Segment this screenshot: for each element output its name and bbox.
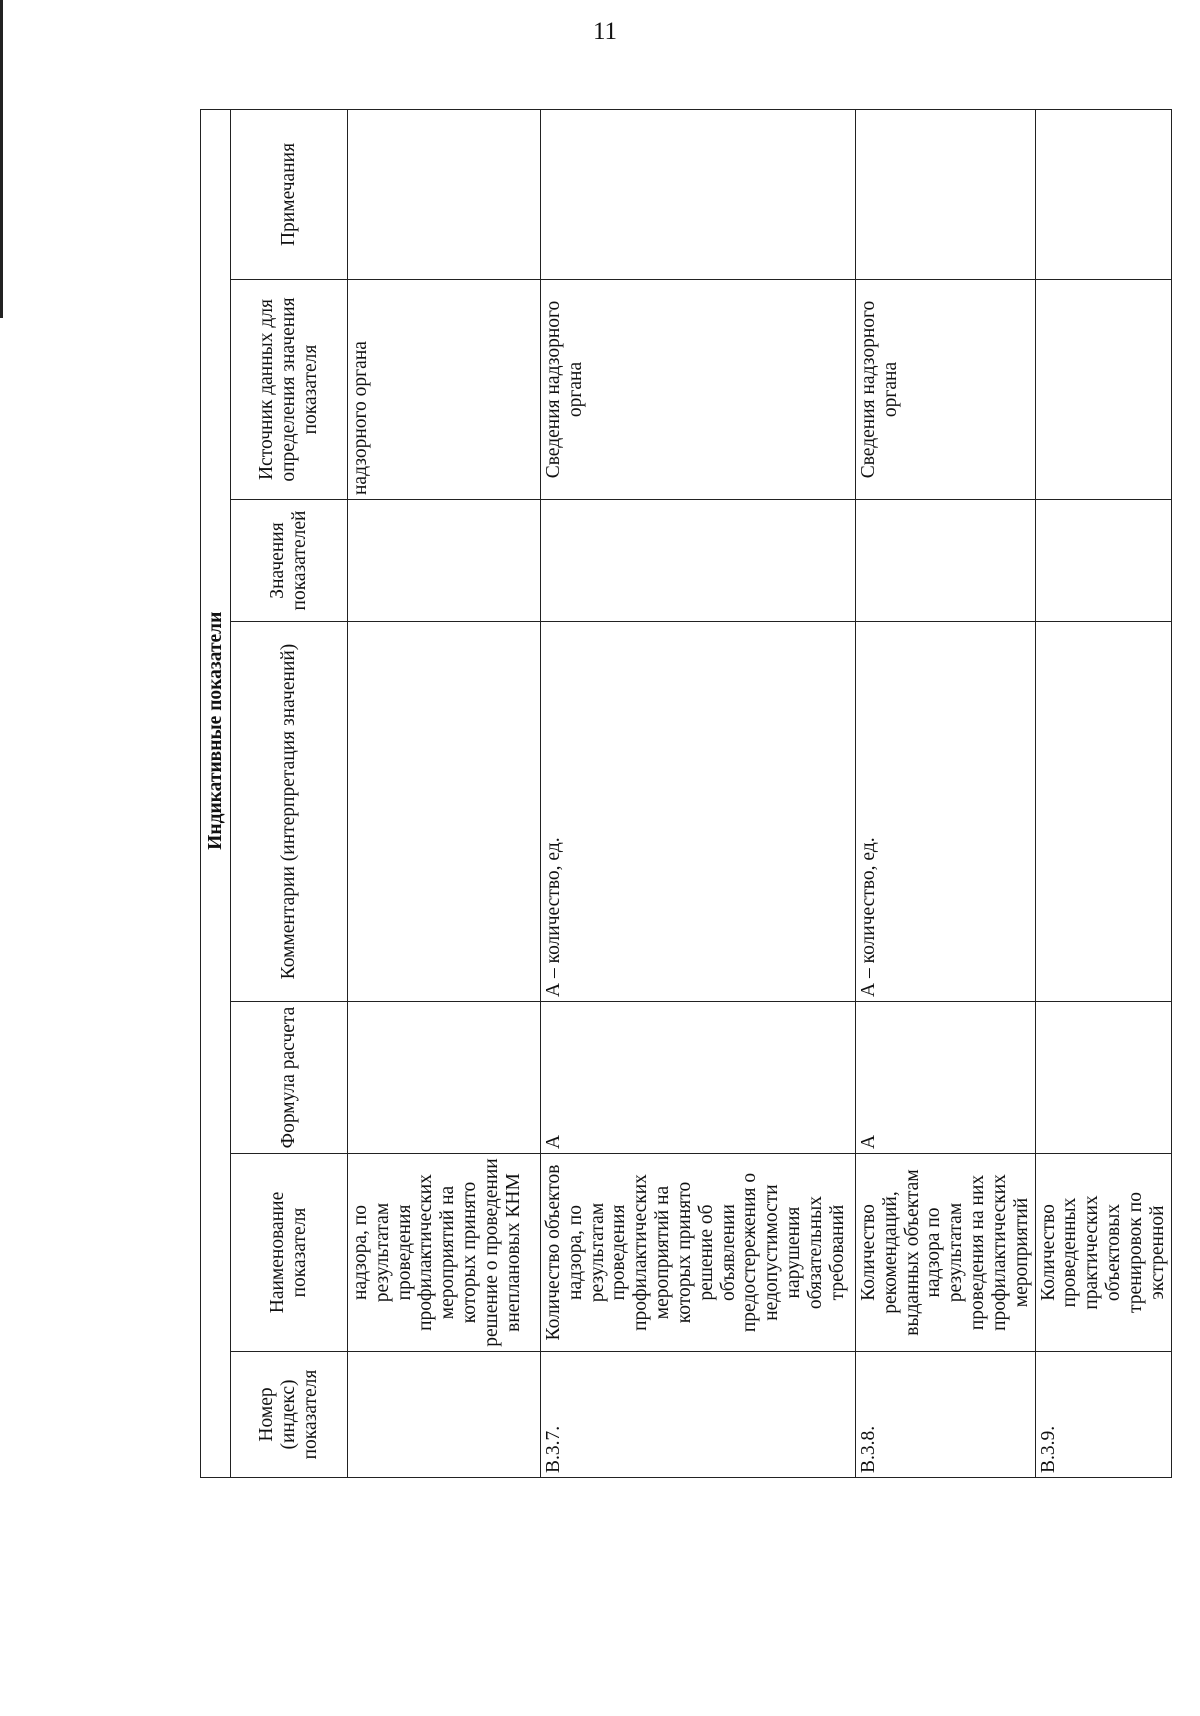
row-comment [1035, 622, 1171, 1002]
row-comment: А – количество, ед. [541, 622, 856, 1002]
row-value [856, 500, 1036, 622]
header-index: Номер (индекс) показателя [231, 1352, 348, 1478]
header-formula: Формула расчета [231, 1002, 348, 1154]
scan-edge-mark [0, 0, 3, 318]
row-comment [348, 622, 541, 1002]
header-source: Источник данных для определения значения показателя [231, 280, 348, 500]
page-number: 11 [592, 18, 618, 45]
row-index: В.3.8. [856, 1352, 1036, 1478]
row-name: Количество проведенных практических объектовых тренировок по экстренной [1035, 1154, 1171, 1352]
table-row [856, 109, 1036, 1477]
row-name: Количество объектов надзора, по результатам проведения профилактических мероприятий на которых принято решение об объявлении предостережения о недопустимости нарушения обязательных требований [541, 1154, 856, 1352]
row-formula [348, 1002, 541, 1154]
rotated-table-frame [200, 110, 1168, 1478]
header-notes: Примечания [231, 109, 348, 279]
row-name: Количество рекомендаций, выданных объектам надзора по результатам проведения на них профилактических мероприятий [856, 1154, 1036, 1352]
row-index [348, 1352, 541, 1478]
section-title: Индикативные показатели [201, 109, 231, 1351]
indicators-table [200, 109, 1172, 1478]
header-value: Значения показателей [231, 500, 348, 622]
banner-spacer [201, 1352, 231, 1478]
header-comment: Комментарии (интерпретация значений) [231, 622, 348, 1002]
row-notes [1035, 109, 1171, 279]
row-notes [348, 109, 541, 279]
header-row [231, 109, 348, 1477]
row-source: Сведения надзорного органа [541, 280, 856, 500]
table-row [1035, 109, 1171, 1477]
row-formula: А [856, 1002, 1036, 1154]
row-notes [856, 109, 1036, 279]
row-formula: А [541, 1002, 856, 1154]
row-source: Сведения надзорного органа [856, 280, 1036, 500]
header-name: Наименование показателя [231, 1154, 348, 1352]
row-comment: А – количество, ед. [856, 622, 1036, 1002]
row-notes [541, 109, 856, 279]
section-banner-row [201, 109, 231, 1477]
row-value [348, 500, 541, 622]
row-source [1035, 280, 1171, 500]
row-source: надзорного органа [348, 280, 541, 500]
row-name: надзора, по результатам проведения профилактических мероприятий на которых принято решение о проведении внеплановых КНМ [348, 1154, 541, 1352]
row-formula [1035, 1002, 1171, 1154]
table-row [348, 109, 541, 1477]
row-value [1035, 500, 1171, 622]
row-value [541, 500, 856, 622]
table-row [541, 109, 856, 1477]
row-index: В.3.7. [541, 1352, 856, 1478]
row-index: В.3.9. [1035, 1352, 1171, 1478]
